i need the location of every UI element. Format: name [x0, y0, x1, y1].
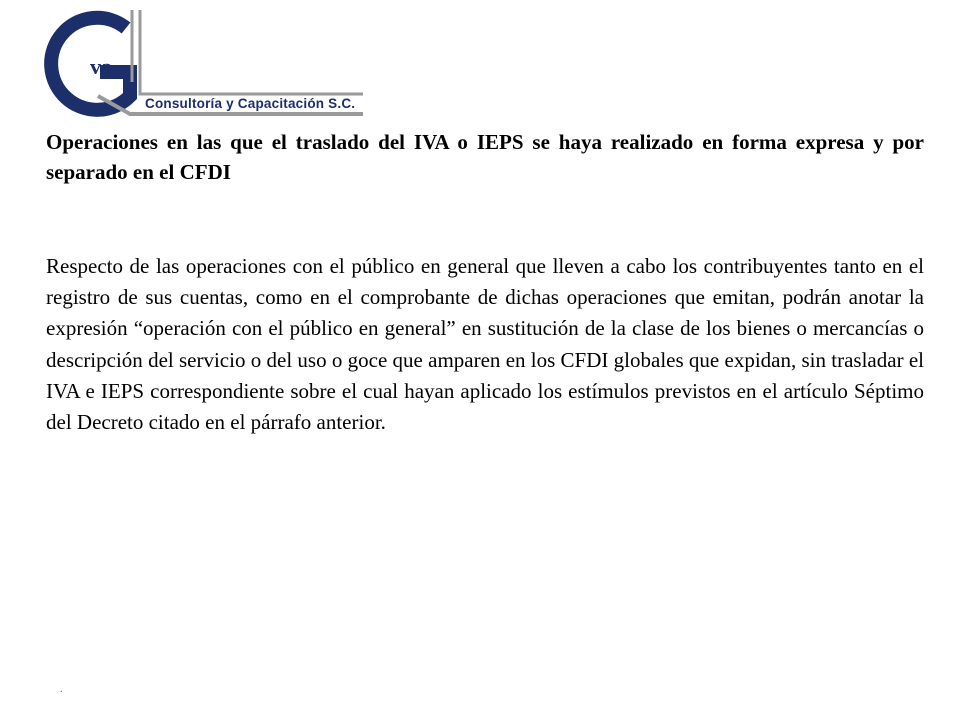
section-heading: Operaciones en las que el traslado del IVA o IEPS se haya realizado en forma expresa y por separado en el CFDI	[46, 130, 924, 184]
body-paragraph: Respecto de las operaciones con el público en general que lleven a cabo los contribuyentes tanto en el registro de sus cuentas, como en el comprobante de dichas operaciones que emitan, podrán anotar la expresión “operación con el público en general” en sustitución de la clase de los bienes o mercancías o descripción del servicio o del uso o goce que amparen en los CFDI globales que expidan, sin trasladar el IVA e IEPS correspondiente sobre el cual hayan aplicado los estímulos previstos en el artículo Séptimo del Decreto citado en el párrafo anterior.	[46, 254, 924, 435]
footer-mark: .	[60, 684, 63, 695]
company-logo	[28, 10, 368, 120]
logo-tagline: Consultoría y Capacitación S.C.	[145, 96, 356, 111]
logo-letters: va	[90, 54, 112, 79]
